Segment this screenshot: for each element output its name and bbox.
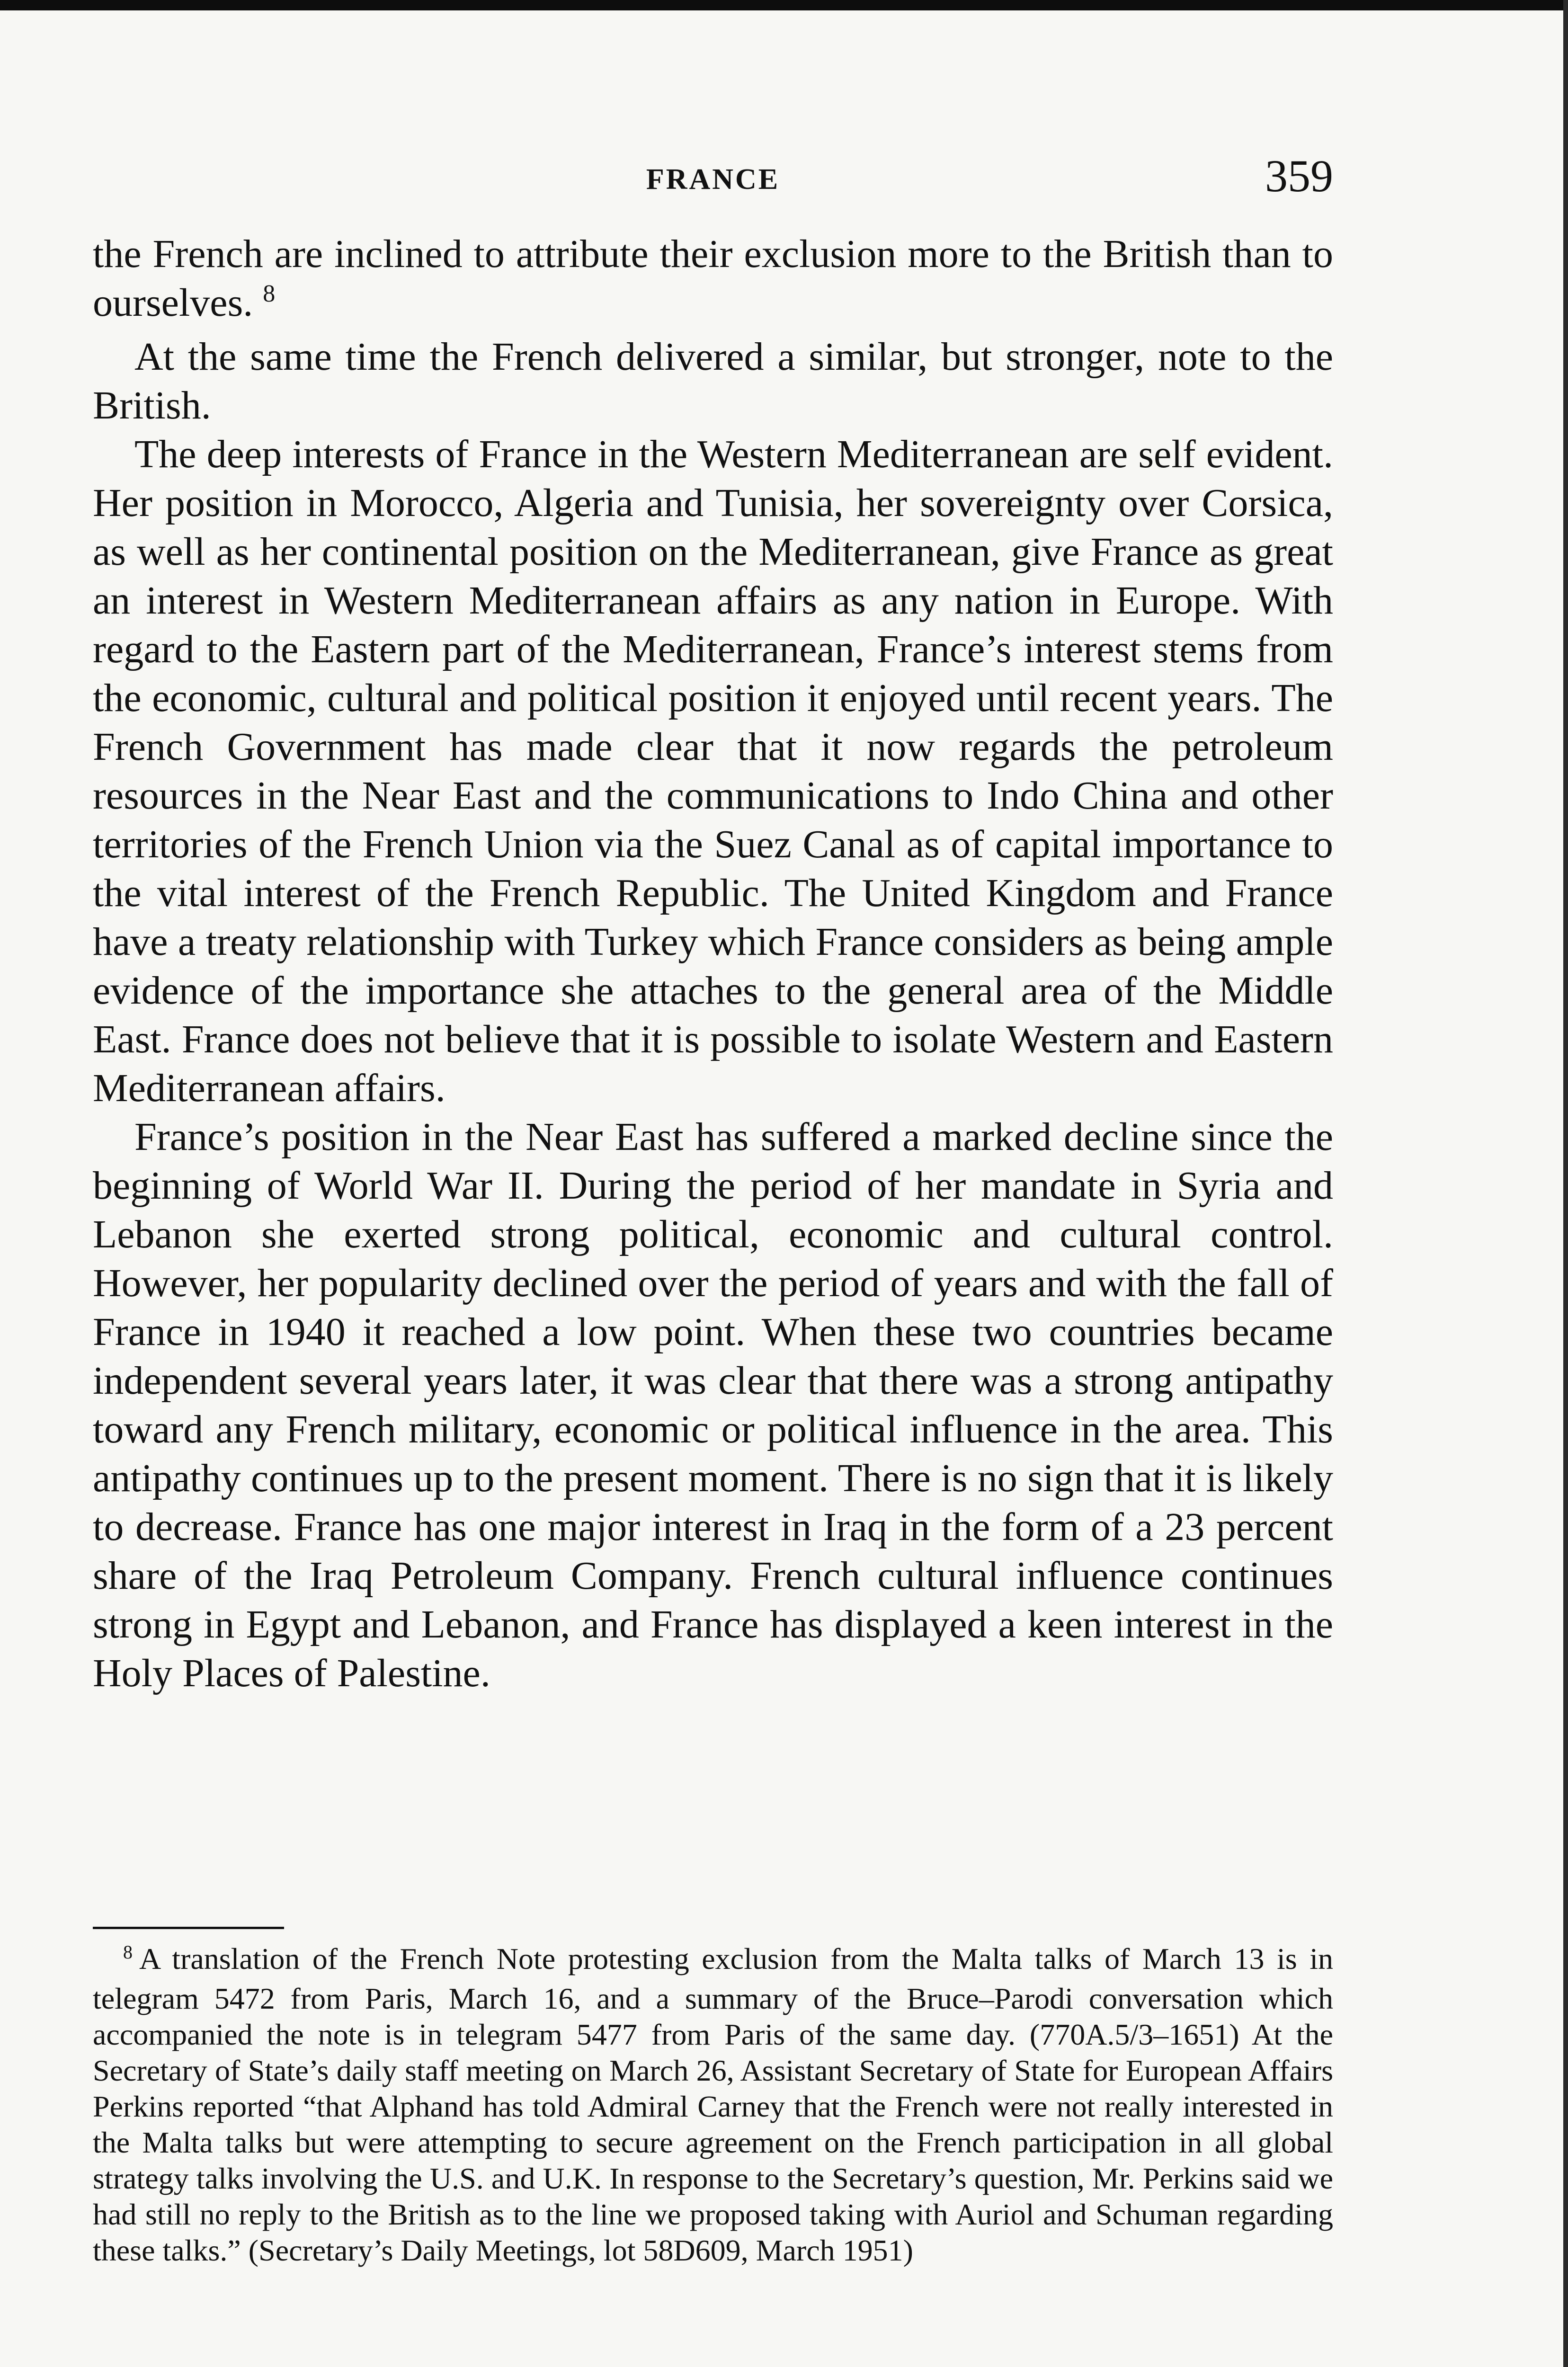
footnotes [93,1941,1333,2269]
paragraph-1 [93,230,1333,332]
body-text [93,230,1333,1698]
footnote-ref-8: 8 [263,280,276,307]
footnote-8-text: A translation of the French Note protesting exclusion from the Malta talks of March 13 is in telegram 5472 from Paris, March 16, and a summary of the Bruce–Parodi conversation which accompanied the note is in telegram 5477 from Paris of the same day. (770A.5/3–1651) At the Secretary of State’s daily staff meeting on March 26, Assistant Secretary of State for European Affairs Perkins reported “that Alphand has told Admiral Carney that the French were not really interested in the Malta talks but were attempting to secure agreement on the French participation in all global strategy talks involving the U.S. and U.K. In response to the Secretary’s question, Mr. Perkins said we had still no reply to the British as to the line we proposed taking with Auriol and Schuman regarding these talks.” (Secretary’s Daily Meetings, lot 58D609, March 1951) [93,1942,1333,2267]
footnote-8 [93,1941,1333,2269]
paragraph-3: The deep interests of France in the Western Mediterranean are self evident. Her position in Morocco, Algeria and Tunisia, her sovereignty over Corsica, as well as her continental position on the Mediterranean, give France as great an interest in Western Mediterranean affairs as any nation in Europe. With regard to the Eastern part of the Mediterranean, France’s interest stems from the economic, cultural and political position it enjoyed until recent years. The French Government has made clear that it now regards the petroleum resources in the Near East and the communications to Indo China and other territories of the French Union via the Suez Canal as of capital importance to the vital interest of the French Republic. The United Kingdom and France have a treaty relationship with Turkey which France considers as being ample evidence of the importance she attaches to the general area of the Middle East. France does not believe that it is possible to isolate Western and Eastern Mediterranean affairs. [93,432,1333,1110]
scan-top-border [0,0,1568,10]
page-header [93,150,1333,211]
footnote-divider [93,1927,284,1929]
page-number: 359 [1265,151,1333,201]
paragraph-2: At the same time the French delivered a similar, but stronger, note to the British. [93,335,1333,427]
paragraph-1-text: the French are inclined to attribute their exclusion more to the British than to ourselves. [93,232,1333,325]
paragraph-4: France’s position in the Near East has suffered a marked decline since the beginning of World War II. During the period of her mandate in Syria and Lebanon she exerted strong political, economic and cultural control. However, her popularity declined over the period of years and with the fall of France in 1940 it reached a low point. When these two countries became independent several years later, it was clear that there was a strong antipathy toward any French military, economic or political influence in the area. This antipathy continues up to the present moment. There is no sign that it is likely to decrease. France has one major interest in Iraq in the form of a 23 percent share of the Iraq Petroleum Company. French cultural influence continues strong in Egypt and Lebanon, and France has displayed a keen interest in the Holy Places of Palestine. [93,1115,1333,1695]
running-head: FRANCE [646,163,780,196]
scan-right-border [1563,0,1568,2367]
footnote-8-marker: 8 [123,1941,133,1963]
